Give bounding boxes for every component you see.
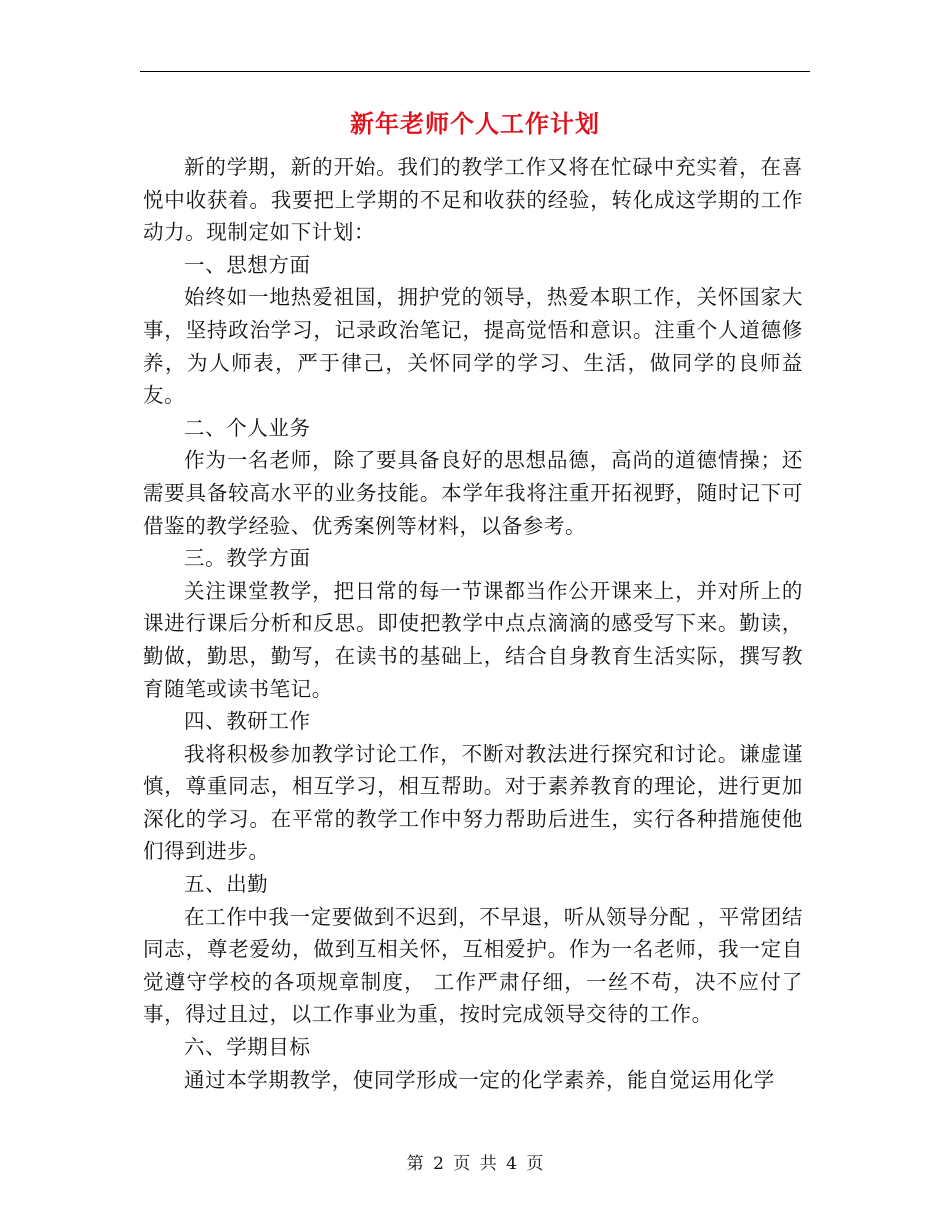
intro-paragraph: 新的学期，新的开始。我们的教学工作又将在忙碌中充实着，在喜悦中收获着。我要把上学期的不足和收获的经验，转化成这学期的工作动力。现制定如下计划： bbox=[143, 155, 803, 245]
document-title: 新年老师个人工作计划 bbox=[350, 109, 600, 138]
page-number-footer: 第 2 页 共 4 页 bbox=[406, 1154, 544, 1174]
section-paragraph-attendance: 在工作中我一定要做到不迟到，不早退，听从领导分配 ，平常团结同志，尊老爱幼，做到互相关怀，互相爱护。作为一名老师，我一定自觉遵守学校的各项规章制度， 工作严肃仔细，一丝不苟，决不应付了事，得过且过，以工作事业为重，按时完成领导交待的工作。 bbox=[143, 904, 804, 1027]
section-paragraph-personal-business: 作为一名老师，除了要具备良好的思想品德，高尚的道德情操；还需要具备较高水平的业务技能。本学年我将注重开拓视野，随时记下可借鉴的教学经验、优秀案例等材料，以备参考。 bbox=[143, 448, 803, 538]
section-heading-teaching: 三。教学方面 bbox=[184, 546, 311, 571]
section-heading-goals: 六、学期目标 bbox=[184, 1035, 311, 1060]
document-body bbox=[143, 151, 803, 1096]
section-paragraph-goals: 通过本学期教学，使同学形成一定的化学素养，能自觉运用化学 bbox=[184, 1067, 775, 1092]
section-heading-personal-business: 二、个人业务 bbox=[184, 415, 311, 440]
section-paragraph-ideology: 始终如一地热爱祖国，拥护党的领导，热爱本职工作，关怀国家大事，坚持政治学习，记录政治笔记，提高觉悟和意识。注重个人道德修养，为人师表，严于律己，关怀同学的学习、生活，做同学的良师益友。 bbox=[143, 285, 803, 408]
section-paragraph-teaching: 关注课堂教学，把日常的每一节课都当作公开课来上，并对所上的课进行课后分析和反思。即使把教学中点点滴滴的感受写下来。勤读，勤做，勤思，勤写，在读书的基础上，结合自身教育生活实际，撰写教育随笔或读书笔记。 bbox=[143, 578, 803, 701]
header-rule bbox=[140, 71, 810, 72]
section-heading-research: 四、教研工作 bbox=[184, 709, 311, 734]
section-paragraph-research: 我将积极参加教学讨论工作，不断对教法进行探究和讨论。谦虚谨慎，尊重同志，相互学习，相互帮助。对于素养教育的理论，进行更加深化的学习。在平常的教学工作中努力帮助后进生，实行各种措施使他们得到进步。 bbox=[143, 741, 803, 864]
section-heading-ideology: 一、思想方面 bbox=[184, 252, 311, 277]
section-heading-attendance: 五、出勤 bbox=[184, 872, 269, 897]
